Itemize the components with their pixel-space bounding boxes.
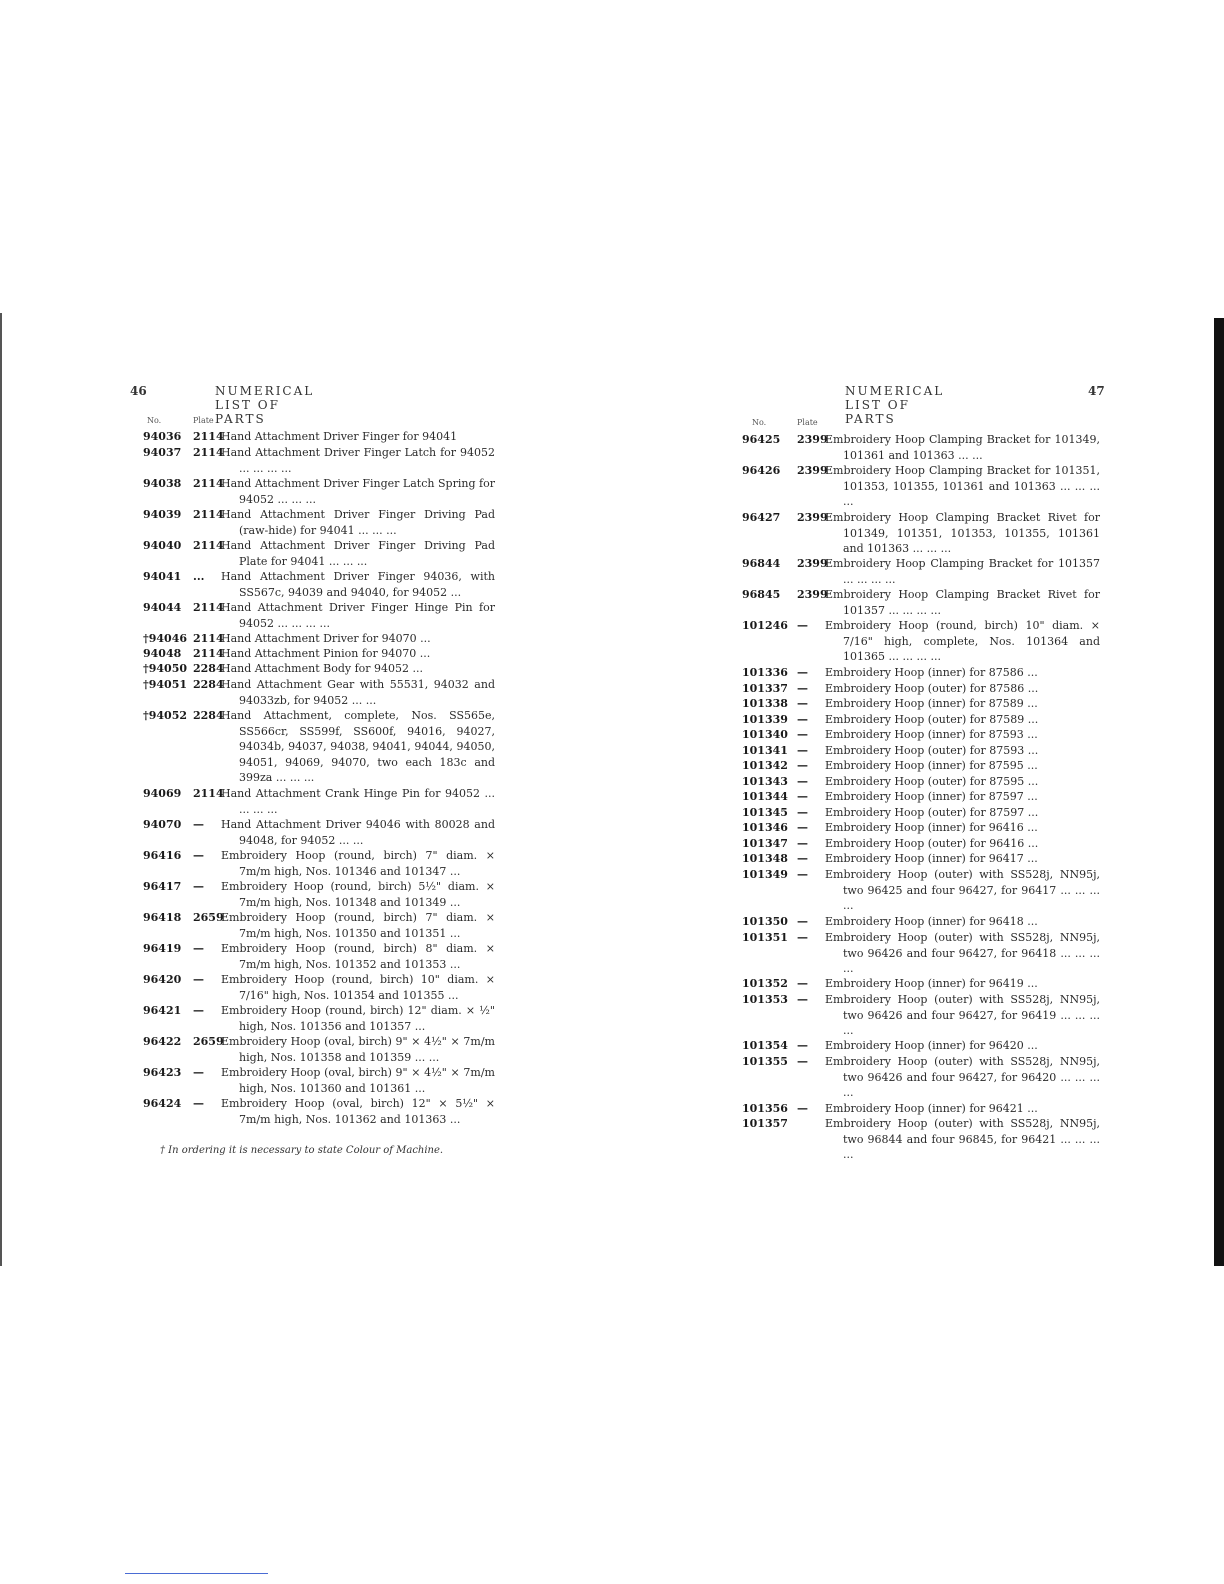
part-number: 94038 [143,477,182,490]
part-description: Embroidery Hoop (outer) with SS528j, NN95j, two 96426 and four 96427, for 96419 ... ... ... ... [825,993,1100,1038]
part-description: Hand Attachment Driver for 94070 ... [221,632,431,645]
plate-number: — [797,744,808,757]
part-description: Hand Attachment Driver Finger Hinge Pin for 94052 ... ... ... ... [221,601,495,630]
plate-number: — [797,759,808,772]
plate-number: 2659 [193,911,224,924]
part-number: 96417 [143,880,182,893]
part-number: 101337 [742,682,788,695]
part-number: 101355 [742,1055,788,1068]
part-number: 101347 [742,837,788,850]
part-number: 94041 [143,570,182,583]
plate-number: — [797,682,808,695]
column-header-plate: Plate [797,418,818,427]
plate-number: — [797,821,808,834]
part-description: Embroidery Hoop (outer) with SS528j, NN95j, two 96426 and four 96427, for 96418 ... ... ... ... [825,931,1100,976]
plate-number: — [797,806,808,819]
part-number: 96419 [143,942,182,955]
part-number: 101353 [742,993,788,1006]
plate-number: 2114 [193,539,224,552]
part-number: 94070 [143,818,182,831]
plate-number: 2114 [193,632,224,645]
plate-number: ... [193,570,205,583]
part-description: Embroidery Hoop (oval, birch) 9" × 4½" × 7m/m high, Nos. 101360 and 101361 ... [221,1066,495,1095]
part-description: Hand Attachment Driver Finger Driving Pad (raw-hide) for 94041 ... ... ... [221,508,495,537]
part-description: Embroidery Hoop Clamping Bracket for 101357 ... ... ... ... [825,557,1100,586]
part-description: Embroidery Hoop (inner) for 87595 ... [825,759,1038,772]
part-description: Embroidery Hoop (oval, birch) 9" × 4½" × 7m/m high, Nos. 101358 and 101359 ... ... [221,1035,495,1064]
part-number: 94039 [143,508,182,521]
part-number: 101350 [742,915,788,928]
page-number: 47 [1088,384,1105,398]
part-number: 101341 [742,744,788,757]
part-number: 96427 [742,511,781,524]
part-description: Embroidery Hoop (outer) for 87597 ... [825,806,1039,819]
part-description: Hand Attachment Body for 94052 ... [221,662,423,675]
part-description: Embroidery Hoop (outer) for 87589 ... [825,713,1039,726]
part-description: Embroidery Hoop (oval, birch) 12" × 5½" × 7m/m high, Nos. 101362 and 101363 ... [221,1097,495,1126]
part-number: 96424 [143,1097,182,1110]
plate-number: 2114 [193,446,224,459]
part-description: Hand Attachment Driver Finger Latch for 94052 ... ... ... ... [221,446,495,475]
footnote: † In ordering it is necessary to state Colour of Machine. [160,1145,444,1156]
scan-edge-left [0,313,2,1266]
part-number: †94052 [143,709,188,722]
part-number: 96416 [143,849,182,862]
plate-number: — [797,619,808,632]
part-number: †94051 [143,678,188,691]
plate-number: — [797,1102,808,1115]
part-description: Hand Attachment Driver 94046 with 80028 and 94048, for 94052 ... ... [221,818,495,847]
plate-number: — [797,728,808,741]
part-description: Embroidery Hoop Clamping Bracket for 101351, 101353, 101355, 101361 and 101363 ... ... ... ... [825,464,1100,509]
part-number: 101348 [742,852,788,865]
plate-number: 2284 [193,709,224,722]
part-number: 101356 [742,1102,788,1115]
plate-number: 2399 [797,511,828,524]
part-description: Embroidery Hoop Clamping Bracket Rivet for 101349, 101351, 101353, 101355, 101361 and 101363 ... ... ... [825,511,1100,556]
scan-edge-right [1214,318,1224,1266]
plate-number: 2399 [797,464,828,477]
part-number: 96426 [742,464,781,477]
part-description: Hand Attachment, complete, Nos. SS565e, SS566cr, SS599f, SS600f, 94016, 94027, 94034b, 94037, 94038, 94041, 94044, 94050, 94051, 94069, 94070, two each 183c and 399za ... ... ... [221,709,495,785]
link-underline [125,1573,268,1574]
part-number: 94036 [143,430,182,443]
part-description: Embroidery Hoop (inner) for 96417 ... [825,852,1038,865]
part-number: 101354 [742,1039,788,1052]
plate-number: 2399 [797,588,828,601]
part-number: 101336 [742,666,788,679]
plate-number: 2284 [193,678,224,691]
part-number: 101338 [742,697,788,710]
part-description: Embroidery Hoop (round, birch) 10" diam. × 7/16" high, Nos. 101354 and 101355 ... [221,973,495,1002]
part-number: 101340 [742,728,788,741]
part-description: Embroidery Hoop (inner) for 96419 ... [825,977,1038,990]
part-number: 101344 [742,790,788,803]
part-description: Embroidery Hoop (outer) for 87595 ... [825,775,1039,788]
plate-number: — [797,931,808,944]
part-description: Embroidery Hoop (round, birch) 7" diam. × 7m/m high, Nos. 101350 and 101351 ... [221,911,495,940]
plate-number: 2659 [193,1035,224,1048]
plate-number: — [797,837,808,850]
plate-number: 2399 [797,433,828,446]
part-number: 101345 [742,806,788,819]
part-description: Embroidery Hoop (round, birch) 10" diam. × 7/16" high, complete, Nos. 101364 and 101365 ... ... ... ... [825,619,1100,664]
part-number: †94050 [143,662,188,675]
part-description: Embroidery Hoop (round, birch) 8" diam. × 7m/m high, Nos. 101352 and 101353 ... [221,942,495,971]
part-number: 94040 [143,539,182,552]
column-header-plate: Plate [193,416,214,425]
part-description: Embroidery Hoop Clamping Bracket Rivet for 101357 ... ... ... ... [825,588,1100,617]
part-number: 96420 [143,973,182,986]
part-description: Embroidery Hoop (inner) for 96420 ... [825,1039,1038,1052]
part-number: 101352 [742,977,788,990]
part-number: 94044 [143,601,182,614]
plate-number: 2114 [193,430,224,443]
part-number: 96421 [143,1004,182,1017]
part-description: Embroidery Hoop (inner) for 96418 ... [825,915,1038,928]
plate-number: — [193,849,204,862]
plate-number: — [797,993,808,1006]
part-number: 101343 [742,775,788,788]
part-description: Embroidery Hoop (outer) for 87586 ... [825,682,1039,695]
plate-number: — [797,1055,808,1068]
plate-number: — [797,666,808,679]
part-description: Hand Attachment Driver Finger Latch Spring for 94052 ... ... ... [221,477,495,506]
part-description: Hand Attachment Crank Hinge Pin for 94052 ... ... ... ... [221,787,495,816]
part-description: Embroidery Hoop (round, birch) 12" diam. × ½" high, Nos. 101356 and 101357 ... [221,1004,495,1033]
page-number: 46 [130,384,147,398]
part-description: Embroidery Hoop (inner) for 96421 ... [825,1102,1038,1115]
part-description: Embroidery Hoop (outer) for 96416 ... [825,837,1039,850]
part-number: 96418 [143,911,182,924]
part-description: Hand Attachment Driver Finger Driving Pad Plate for 94041 ... ... ... [221,539,495,568]
plate-number: — [797,915,808,928]
plate-number: 2114 [193,601,224,614]
part-number: 101357 [742,1117,788,1130]
running-header: NUMERICAL LIST OF PARTS [215,384,315,426]
plate-number: — [193,942,204,955]
column-header-no: No. [147,416,162,425]
column-header-no: No. [752,418,767,427]
plate-number: — [797,697,808,710]
plate-number: — [193,818,204,831]
plate-number: — [193,1097,204,1110]
part-number: 96425 [742,433,781,446]
part-description: Embroidery Hoop (outer) with SS528j, NN95j, two 96426 and four 96427, for 96420 ... ... ... ... [825,1055,1100,1100]
part-number: 101246 [742,619,788,632]
plate-number: — [797,775,808,788]
plate-number: — [797,713,808,726]
running-header: NUMERICAL LIST OF PARTS [845,384,945,426]
part-description: Hand Attachment Driver Finger 94036, with SS567c, 94039 and 94040, for 94052 ... [221,570,495,599]
part-description: Hand Attachment Driver Finger for 94041 [221,430,458,443]
plate-number: — [797,790,808,803]
part-description: Hand Attachment Gear with 55531, 94032 and 94033zb, for 94052 ... ... [221,678,495,707]
part-description: Embroidery Hoop (inner) for 96416 ... [825,821,1038,834]
plate-number: — [193,880,204,893]
part-number: 94048 [143,647,182,660]
part-description: Embroidery Hoop (inner) for 87593 ... [825,728,1038,741]
part-description: Embroidery Hoop (inner) for 87597 ... [825,790,1038,803]
part-description: Hand Attachment Pinion for 94070 ... [221,647,431,660]
part-number: 94037 [143,446,182,459]
part-number: 96422 [143,1035,182,1048]
plate-number: — [797,977,808,990]
part-number: 94069 [143,787,182,800]
plate-number: — [797,1039,808,1052]
part-description: Embroidery Hoop Clamping Bracket for 101349, 101361 and 101363 ... ... [825,433,1100,462]
part-description: Embroidery Hoop (round, birch) 5½" diam. × 7m/m high, Nos. 101348 and 101349 ... [221,880,495,909]
part-description: Embroidery Hoop (inner) for 87589 ... [825,697,1038,710]
plate-number: — [193,1004,204,1017]
part-description: Embroidery Hoop (round, birch) 7" diam. × 7m/m high, Nos. 101346 and 101347 ... [221,849,495,878]
plate-number: 2114 [193,787,224,800]
plate-number: 2284 [193,662,224,675]
plate-number: — [193,1066,204,1079]
part-number: 96844 [742,557,781,570]
plate-number: 2399 [797,557,828,570]
plate-number: — [797,868,808,881]
plate-number: 2114 [193,508,224,521]
plate-number: — [797,852,808,865]
part-number: 101339 [742,713,788,726]
part-description: Embroidery Hoop (inner) for 87586 ... [825,666,1038,679]
part-number: 101346 [742,821,788,834]
part-description: Embroidery Hoop (outer) with SS528j, NN95j, two 96844 and four 96845, for 96421 ... ... ... ... [825,1117,1100,1162]
plate-number: — [193,973,204,986]
part-number: 101349 [742,868,788,881]
part-number: 96423 [143,1066,182,1079]
part-number: 96845 [742,588,781,601]
part-number: 101342 [742,759,788,772]
plate-number: 2114 [193,477,224,490]
part-description: Embroidery Hoop (outer) with SS528j, NN95j, two 96425 and four 96427, for 96417 ... ... ... ... [825,868,1100,913]
plate-number: 2114 [193,647,224,660]
part-number: †94046 [143,632,188,645]
part-description: Embroidery Hoop (outer) for 87593 ... [825,744,1039,757]
part-number: 101351 [742,931,788,944]
